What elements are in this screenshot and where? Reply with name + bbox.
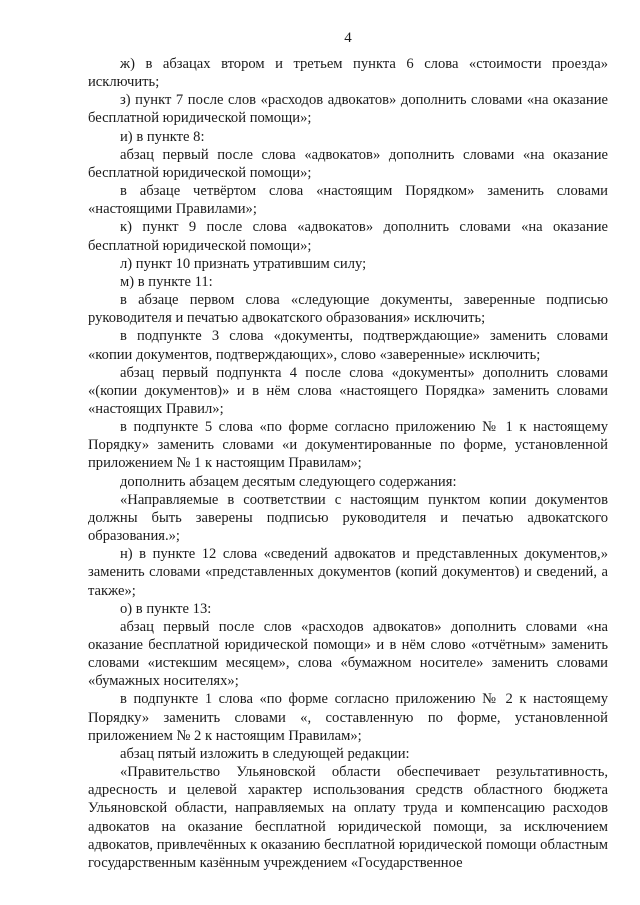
paragraph: в абзаце четвёртом слова «настоящим Порядком» заменить словами «настоящими Правилами»; <box>88 183 608 218</box>
paragraph: к) пункт 9 после слова «адвокатов» дополнить словами «на оказание бесплатной юридической помощи»; <box>88 219 608 254</box>
paragraph: «Направляемые в соответствии с настоящим пунктом копии документов должны быть заверены подписью руководителя и печатью адвокатского образования.»; <box>88 491 608 545</box>
paragraph: «Правительство Ульяновской области обеспечивает результативность, адресность и целевой характер использования средств областного бюджета Ульяновской области, направляемых на оплату труда и компенсацию расходов адвокатов на оказание бесплатной юридической помощи, за исключением адвокатов, привлечённых к оказанию бесплатной юридической помощи областным государственным казённым учреждением «Государственное <box>88 764 608 871</box>
paragraph: абзац первый после слов «расходов адвокатов» дополнить словами «на оказание бесплатной юридической помощи» и в нём слово «отчётным» заменить словами «истекшим месяцем», слова «бумажном носителе» заменить словами «бумажных носителях»; <box>88 618 608 690</box>
paragraph: в подпункте 1 слова «по форме согласно приложению № 2 к настоящему Порядку» заменить словами «, составленную по форме, установленной приложением № 2 к настоящим Правилам»; <box>88 691 608 744</box>
paragraph: ж) в абзацах втором и третьем пункта 6 слова «стоимости проезда» исключить; <box>88 56 608 91</box>
paragraph: в подпункте 5 слова «по форме согласно приложению № 1 к настоящему Порядку» заменить словами «и документированные по форме, установленной приложением № 1 к настоящим Правилам»; <box>88 419 608 472</box>
paragraph: н) в пункте 12 слова «сведений адвокатов и представленных документов,» заменить словами «представленных документов (копий документов) и сведений, а также»; <box>88 546 608 599</box>
paragraph: в подпункте 3 слова «документы, подтверждающие» заменить словами «копии документов, подтверждающих», слово «заверенные» исключить; <box>88 328 608 363</box>
paragraph: абзац первый подпункта 4 после слова «документы» дополнить словами «(копии документов)» и в нём слова «настоящего Порядка» заменить словами «настоящих Правил»; <box>88 364 608 417</box>
paragraph: абзац пятый изложить в следующей редакции: <box>120 745 410 762</box>
paragraph: и) в пункте 8: <box>120 128 205 145</box>
paragraph: о) в пункте 13: <box>120 600 212 617</box>
paragraph: м) в пункте 11: <box>120 273 213 290</box>
paragraph: дополнить абзацем десятым следующего содержания: <box>120 473 457 490</box>
page-number: 4 <box>344 30 352 46</box>
paragraph: з) пункт 7 после слов «расходов адвокатов» дополнить словами «на оказание бесплатной юридической помощи»; <box>88 92 608 127</box>
paragraph: абзац первый после слова «адвокатов» дополнить словами «на оказание бесплатной юридической помощи»; <box>88 146 608 181</box>
document-body <box>88 55 608 872</box>
paragraph: л) пункт 10 признать утратившим силу; <box>120 255 367 272</box>
paragraph: в абзаце первом слова «следующие документы, заверенные подписью руководителя и печатью адвокатского образования» исключить; <box>88 292 608 327</box>
